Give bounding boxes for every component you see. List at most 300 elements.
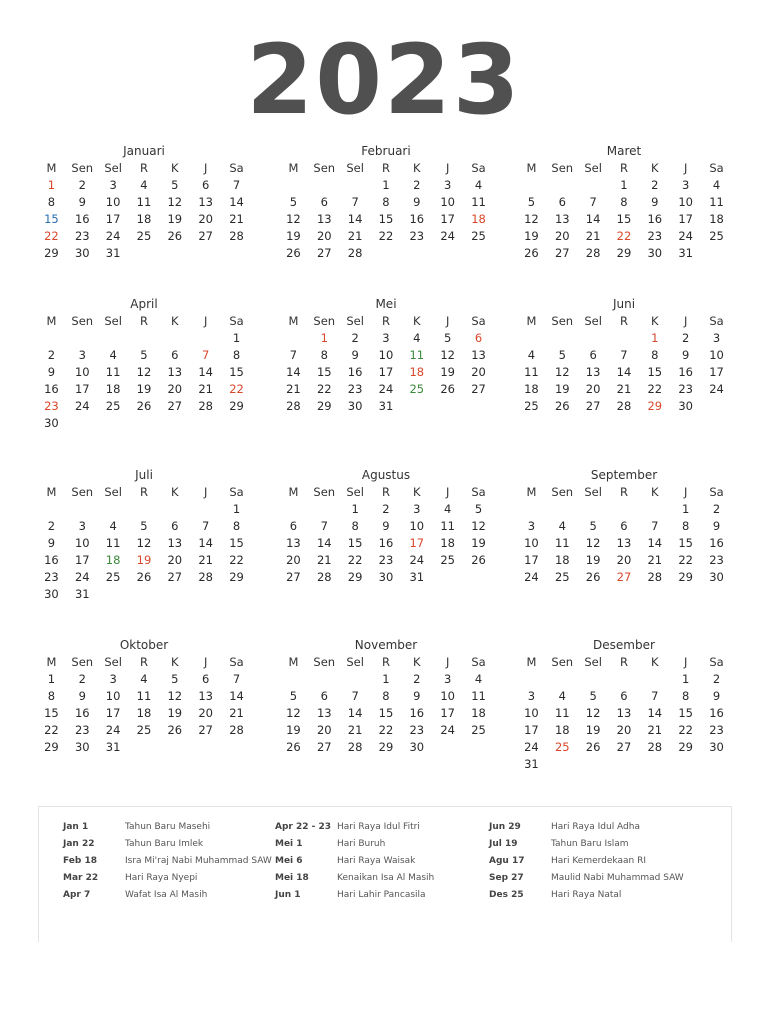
day-cell: 2 — [47, 348, 56, 362]
day-cell: 14 — [647, 706, 663, 720]
day-cell: 6 — [620, 519, 628, 533]
day-cell: 31 — [105, 246, 121, 260]
empty-day-cell — [278, 177, 309, 194]
day-cell: 24 — [378, 382, 394, 396]
empty-day-cell — [701, 756, 732, 773]
day-cell: 9 — [712, 689, 721, 703]
empty-day-cell — [639, 671, 670, 688]
holiday-row — [63, 838, 275, 850]
weekday-header-row — [516, 313, 732, 330]
day-cell: 12 — [554, 365, 570, 379]
empty-day-cell — [221, 739, 252, 756]
weekday-label: M — [288, 485, 299, 499]
weekday-label: R — [381, 485, 390, 499]
day-cell: 28 — [316, 570, 332, 584]
day-cell: 15 — [678, 536, 693, 550]
day-cell: 10 — [105, 689, 121, 703]
empty-day-cell — [190, 415, 221, 432]
day-cell: 7 — [351, 689, 359, 703]
month-grid — [278, 484, 494, 586]
day-cell: 15 — [44, 212, 59, 226]
week-row — [36, 211, 252, 228]
day-cell: 24 — [440, 229, 455, 243]
day-cell: 15 — [678, 706, 693, 720]
day-cell: 11 — [471, 689, 486, 703]
weekday-label: J — [203, 655, 208, 669]
day-cell: 25 — [471, 723, 486, 737]
weekday-header-row — [516, 654, 732, 671]
day-cell: 21 — [647, 553, 663, 567]
week-row — [516, 756, 732, 773]
day-cell: 10 — [440, 195, 455, 209]
day-cell: 27 — [198, 723, 213, 737]
weekday-label: J — [203, 485, 208, 499]
day-cell: 8 — [620, 195, 628, 209]
day-cell: 21 — [616, 382, 632, 396]
day-cell: 17 — [709, 365, 724, 379]
holiday-name: Isra Mi'raj Nabi Muhammad SAW — [125, 856, 272, 866]
day-cell: 3 — [109, 672, 117, 686]
day-cell: 7 — [589, 195, 597, 209]
day-cell: 2 — [351, 331, 359, 345]
day-cell: 11 — [105, 365, 121, 379]
week-row — [278, 705, 494, 722]
day-cell: 28 — [347, 246, 363, 260]
day-cell: 10 — [524, 706, 539, 720]
day-cell: 19 — [440, 365, 455, 379]
week-row — [36, 671, 252, 688]
holiday-row — [275, 855, 487, 867]
day-cell: 11 — [136, 195, 152, 209]
day-cell: 31 — [105, 740, 121, 754]
day-cell: 26 — [524, 246, 539, 260]
week-row — [516, 671, 732, 688]
weekday-label: K — [171, 161, 179, 175]
day-cell: 2 — [413, 178, 421, 192]
empty-day-cell — [129, 739, 160, 756]
day-cell: 16 — [409, 212, 425, 226]
day-cell: 21 — [316, 553, 332, 567]
day-cell: 28 — [647, 740, 663, 754]
day-cell: 4 — [474, 672, 483, 686]
day-cell: 17 — [440, 212, 455, 226]
week-row — [516, 535, 732, 552]
month-februari — [278, 143, 494, 262]
weekday-header-row — [516, 484, 732, 501]
day-cell: 17 — [678, 212, 693, 226]
weekday-header-row — [516, 160, 732, 177]
weekday-label: M — [46, 314, 57, 328]
day-cell: 20 — [316, 723, 332, 737]
day-cell: 13 — [471, 348, 486, 362]
empty-day-cell — [463, 569, 494, 586]
day-cell: 18 — [471, 706, 486, 720]
weekday-label: K — [171, 485, 179, 499]
day-cell: 20 — [198, 212, 213, 226]
week-row — [516, 705, 732, 722]
holiday-name: Wafat Isa Al Masih — [125, 890, 208, 900]
holiday-column — [63, 821, 275, 906]
day-cell: 12 — [136, 365, 152, 379]
day-cell: 4 — [712, 178, 721, 192]
day-cell: 24 — [409, 553, 425, 567]
day-cell: 5 — [171, 672, 179, 686]
day-cell: 24 — [105, 723, 121, 737]
weekday-label: M — [288, 314, 299, 328]
day-cell: 17 — [409, 536, 425, 550]
weekday-label: J — [445, 655, 450, 669]
day-cell: 9 — [78, 689, 86, 703]
day-cell: 11 — [524, 365, 539, 379]
week-row — [36, 722, 252, 739]
weekday-header-row — [278, 160, 494, 177]
holiday-date: Apr 22 - 23 — [275, 822, 332, 832]
day-cell: 14 — [647, 536, 663, 550]
day-cell: 20 — [471, 365, 486, 379]
day-cell: 11 — [554, 536, 570, 550]
day-cell: 24 — [74, 570, 90, 584]
day-cell: 29 — [678, 740, 693, 754]
day-cell: 27 — [554, 246, 570, 260]
month-name: Juli — [135, 468, 153, 482]
day-cell: 9 — [351, 348, 359, 362]
day-cell: 13 — [167, 365, 183, 379]
empty-day-cell — [309, 671, 340, 688]
weekday-label: Sen — [551, 161, 574, 175]
day-cell: 2 — [382, 502, 390, 516]
day-cell: 19 — [136, 553, 152, 567]
day-cell: 3 — [78, 519, 86, 533]
day-cell: 22 — [44, 229, 59, 243]
day-cell: 9 — [712, 519, 721, 533]
day-cell: 18 — [105, 553, 121, 567]
weekday-label: Sen — [551, 485, 574, 499]
day-cell: 3 — [681, 178, 690, 192]
day-cell: 2 — [712, 672, 721, 686]
day-cell: 28 — [585, 246, 601, 260]
day-cell: 3 — [413, 502, 421, 516]
holiday-date: Agu 17 — [489, 856, 525, 866]
weekday-label: Sel — [104, 485, 122, 499]
empty-day-cell — [159, 245, 190, 262]
day-cell: 7 — [232, 178, 241, 192]
weekday-label: R — [139, 314, 148, 328]
empty-day-cell — [547, 177, 578, 194]
month-oktober — [36, 637, 252, 756]
empty-day-cell — [36, 501, 67, 518]
day-cell: 3 — [78, 348, 86, 362]
day-cell: 15 — [229, 365, 244, 379]
day-cell: 17 — [440, 706, 455, 720]
day-cell: 30 — [709, 570, 724, 584]
day-cell: 20 — [167, 553, 183, 567]
week-row — [36, 552, 252, 569]
week-row — [516, 501, 732, 518]
day-cell: 16 — [647, 212, 663, 226]
day-cell: 14 — [286, 365, 301, 379]
week-row — [278, 228, 494, 245]
holiday-name: Hari Raya Idul Fitri — [337, 822, 420, 832]
day-cell: 2 — [413, 672, 421, 686]
holiday-name: Maulid Nabi Muhammad SAW — [551, 873, 684, 883]
day-cell: 7 — [201, 348, 210, 362]
empty-day-cell — [547, 501, 578, 518]
day-cell: 27 — [316, 740, 332, 754]
holiday-name: Hari Buruh — [337, 839, 386, 849]
holiday-name: Hari Lahir Pancasila — [337, 890, 426, 900]
day-cell: 19 — [471, 536, 486, 550]
day-cell: 22 — [229, 382, 244, 396]
day-cell: 24 — [74, 399, 90, 413]
day-cell: 25 — [136, 229, 152, 243]
day-cell: 12 — [440, 348, 455, 362]
day-cell: 19 — [136, 382, 152, 396]
week-row — [278, 330, 494, 347]
day-cell: 27 — [286, 570, 301, 584]
week-row — [278, 245, 494, 262]
empty-day-cell — [432, 245, 463, 262]
day-cell: 22 — [378, 229, 394, 243]
day-cell: 12 — [585, 706, 601, 720]
day-cell: 11 — [471, 195, 486, 209]
day-cell: 1 — [232, 502, 241, 516]
day-cell: 15 — [647, 365, 663, 379]
day-cell: 16 — [709, 536, 724, 550]
weekday-label: J — [683, 655, 688, 669]
weekday-label: M — [288, 655, 299, 669]
empty-day-cell — [463, 245, 494, 262]
day-cell: 25 — [105, 399, 121, 413]
week-row — [516, 364, 732, 381]
weekday-label: Sel — [346, 314, 364, 328]
week-row — [278, 347, 494, 364]
month-maret — [516, 143, 732, 262]
day-cell: 10 — [678, 195, 693, 209]
day-cell: 6 — [589, 348, 597, 362]
weekday-label: R — [381, 655, 390, 669]
holiday-name: Hari Raya Nyepi — [125, 873, 198, 883]
weekday-label: R — [139, 655, 148, 669]
month-grid — [516, 484, 732, 586]
day-cell: 29 — [44, 740, 59, 754]
holiday-name: Hari Raya Waisak — [337, 856, 416, 866]
day-cell: 7 — [651, 689, 659, 703]
empty-day-cell — [401, 245, 432, 262]
day-cell: 24 — [678, 229, 693, 243]
day-cell: 12 — [286, 706, 301, 720]
month-grid — [278, 160, 494, 262]
day-cell: 29 — [347, 570, 363, 584]
day-cell: 10 — [440, 689, 455, 703]
day-cell: 7 — [232, 672, 241, 686]
day-cell: 5 — [289, 689, 298, 703]
week-row — [278, 688, 494, 705]
month-juli — [36, 467, 252, 603]
day-cell: 26 — [440, 382, 455, 396]
empty-day-cell — [278, 330, 309, 347]
day-cell: 18 — [440, 536, 455, 550]
day-cell: 1 — [620, 178, 628, 192]
day-cell: 21 — [647, 723, 663, 737]
day-cell: 23 — [378, 553, 394, 567]
weekday-label: K — [651, 655, 659, 669]
weekday-label: Sen — [551, 655, 574, 669]
day-cell: 26 — [585, 740, 601, 754]
day-cell: 10 — [524, 536, 539, 550]
day-cell: 18 — [136, 706, 152, 720]
day-cell: 7 — [620, 348, 628, 362]
weekday-label: R — [619, 485, 628, 499]
day-cell: 19 — [167, 212, 183, 226]
holiday-row — [489, 855, 701, 867]
day-cell: 30 — [347, 399, 363, 413]
day-cell: 23 — [44, 570, 59, 584]
day-cell: 14 — [347, 706, 363, 720]
day-cell: 14 — [229, 689, 244, 703]
empty-day-cell — [547, 756, 578, 773]
week-row — [36, 535, 252, 552]
day-cell: 3 — [382, 331, 390, 345]
week-row — [278, 398, 494, 415]
week-row — [36, 415, 252, 432]
month-grid — [36, 484, 252, 603]
weekday-label: Sen — [313, 314, 336, 328]
day-cell: 28 — [198, 399, 213, 413]
day-cell: 5 — [527, 195, 536, 209]
day-cell: 20 — [616, 723, 632, 737]
weekday-label: Sel — [346, 485, 364, 499]
day-cell: 7 — [201, 519, 210, 533]
day-cell: 28 — [616, 399, 632, 413]
day-cell: 5 — [589, 519, 597, 533]
week-row — [516, 211, 732, 228]
day-cell: 18 — [409, 365, 425, 379]
day-cell: 2 — [681, 331, 690, 345]
day-cell: 12 — [524, 212, 539, 226]
day-cell: 17 — [378, 365, 394, 379]
empty-day-cell — [516, 177, 547, 194]
week-row — [36, 739, 252, 756]
day-cell: 13 — [316, 212, 332, 226]
week-row — [36, 245, 252, 262]
day-cell: 13 — [167, 536, 183, 550]
day-cell: 4 — [558, 689, 566, 703]
day-cell: 5 — [474, 502, 483, 516]
holiday-row — [63, 872, 275, 884]
day-cell: 17 — [105, 706, 121, 720]
week-row — [36, 381, 252, 398]
day-cell: 26 — [286, 246, 301, 260]
day-cell: 18 — [524, 382, 539, 396]
weekday-label: Sa — [229, 161, 244, 175]
day-cell: 11 — [409, 348, 425, 362]
month-name: Juni — [612, 297, 636, 311]
week-row — [36, 705, 252, 722]
week-row — [516, 569, 732, 586]
holiday-row — [63, 821, 275, 833]
day-cell: 15 — [316, 365, 332, 379]
holiday-legend — [38, 806, 732, 942]
day-cell: 12 — [167, 689, 183, 703]
day-cell: 20 — [554, 229, 570, 243]
day-cell: 4 — [474, 178, 483, 192]
day-cell: 1 — [47, 178, 56, 192]
weekday-label: J — [445, 161, 450, 175]
day-cell: 12 — [585, 536, 601, 550]
day-cell: 15 — [347, 536, 363, 550]
day-cell: 7 — [351, 195, 359, 209]
week-row — [36, 364, 252, 381]
week-row — [516, 330, 732, 347]
weekday-label: Sa — [229, 655, 244, 669]
day-cell: 1 — [681, 672, 690, 686]
day-cell: 21 — [585, 229, 601, 243]
weekday-label: R — [381, 161, 390, 175]
weekday-label: R — [139, 161, 148, 175]
day-cell: 30 — [409, 740, 425, 754]
day-cell: 8 — [382, 195, 390, 209]
month-grid — [36, 654, 252, 756]
week-row — [516, 381, 732, 398]
day-cell: 23 — [44, 399, 59, 413]
weekday-label: Sel — [104, 161, 122, 175]
day-cell: 27 — [316, 246, 332, 260]
week-row — [278, 211, 494, 228]
empty-day-cell — [578, 330, 609, 347]
day-cell: 25 — [554, 570, 570, 584]
weekday-label: J — [203, 161, 208, 175]
day-cell: 15 — [378, 706, 394, 720]
day-cell: 2 — [78, 672, 86, 686]
empty-day-cell — [221, 415, 252, 432]
week-row — [36, 330, 252, 347]
empty-day-cell — [98, 415, 129, 432]
weekday-label: J — [445, 485, 450, 499]
day-cell: 25 — [471, 229, 486, 243]
day-cell: 5 — [289, 195, 298, 209]
holiday-date: Mar 22 — [63, 873, 99, 883]
holiday-date: Feb 18 — [63, 856, 97, 866]
day-cell: 28 — [229, 229, 244, 243]
empty-day-cell — [278, 671, 309, 688]
day-cell: 9 — [413, 195, 421, 209]
day-cell: 23 — [709, 723, 724, 737]
week-row — [516, 398, 732, 415]
empty-day-cell — [190, 739, 221, 756]
day-cell: 31 — [678, 246, 693, 260]
month-name: Mei — [375, 297, 397, 311]
weekday-header-row — [36, 160, 252, 177]
day-cell: 3 — [109, 178, 117, 192]
day-cell: 13 — [198, 689, 213, 703]
day-cell: 31 — [378, 399, 394, 413]
weekday-header-row — [36, 654, 252, 671]
day-cell: 27 — [167, 570, 183, 584]
holiday-column — [275, 821, 487, 906]
day-cell: 26 — [585, 570, 601, 584]
week-row — [516, 177, 732, 194]
day-cell: 16 — [347, 365, 363, 379]
empty-day-cell — [463, 739, 494, 756]
holiday-date: Mei 6 — [275, 856, 303, 866]
day-cell: 10 — [378, 348, 394, 362]
empty-day-cell — [340, 177, 371, 194]
weekday-label: Sen — [551, 314, 574, 328]
day-cell: 31 — [74, 587, 90, 601]
day-cell: 12 — [167, 195, 183, 209]
holiday-row — [275, 821, 487, 833]
day-cell: 6 — [320, 195, 328, 209]
